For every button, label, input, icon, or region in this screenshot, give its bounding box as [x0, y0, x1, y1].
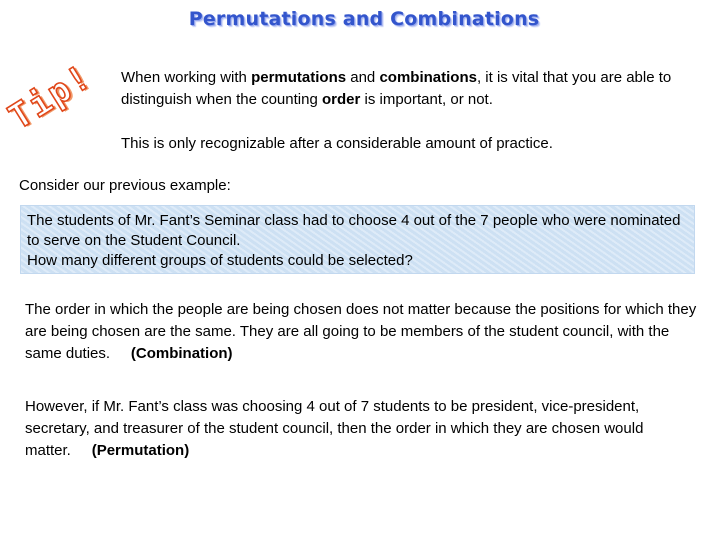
intro-text-2: and [346, 69, 380, 86]
combinations-keyword: combinations [379, 69, 477, 86]
example-problem: The students of Mr. Fant’s Seminar class had to choose 4 out of the 7 people who were nominated to serve on the Student Council. [27, 212, 681, 249]
permutations-keyword: permutations [251, 69, 347, 86]
slide-title: Permutations and Combinations [188, 8, 540, 30]
intro-text-1: When working with [121, 69, 252, 86]
intro-text-3: , it is vital that you are able to distinguish when the counting [121, 69, 672, 108]
permutation-text: However, if Mr. Fant’s class was choosing 4 out of 7 students to be president, vice-president, secretary, and treasurer of the student council, then the order in which they are chosen would matter. [25, 398, 644, 459]
tip-label: Tip! [2, 56, 100, 138]
combination-tag: (Combination) [130, 345, 233, 362]
example-box [20, 205, 695, 274]
combination-text: The order in which the people are being chosen does not matter because the positions for which they are being chosen are the same. They are all going to be members of the student council, with the same duties. [25, 301, 697, 362]
permutation-tag: (Permutation) [91, 442, 190, 459]
practice-note: This is only recognizable after a considerable amount of practice. [121, 135, 553, 152]
example-question: How many different groups of students could be selected? [27, 252, 413, 269]
intro-paragraph [121, 67, 706, 111]
combination-explanation [25, 299, 705, 365]
intro-text-4: is important, or not. [360, 91, 493, 108]
consider-heading: Consider our previous example: [19, 177, 231, 194]
order-keyword: order [321, 91, 361, 108]
permutation-explanation [25, 396, 705, 462]
example-text [27, 211, 692, 271]
